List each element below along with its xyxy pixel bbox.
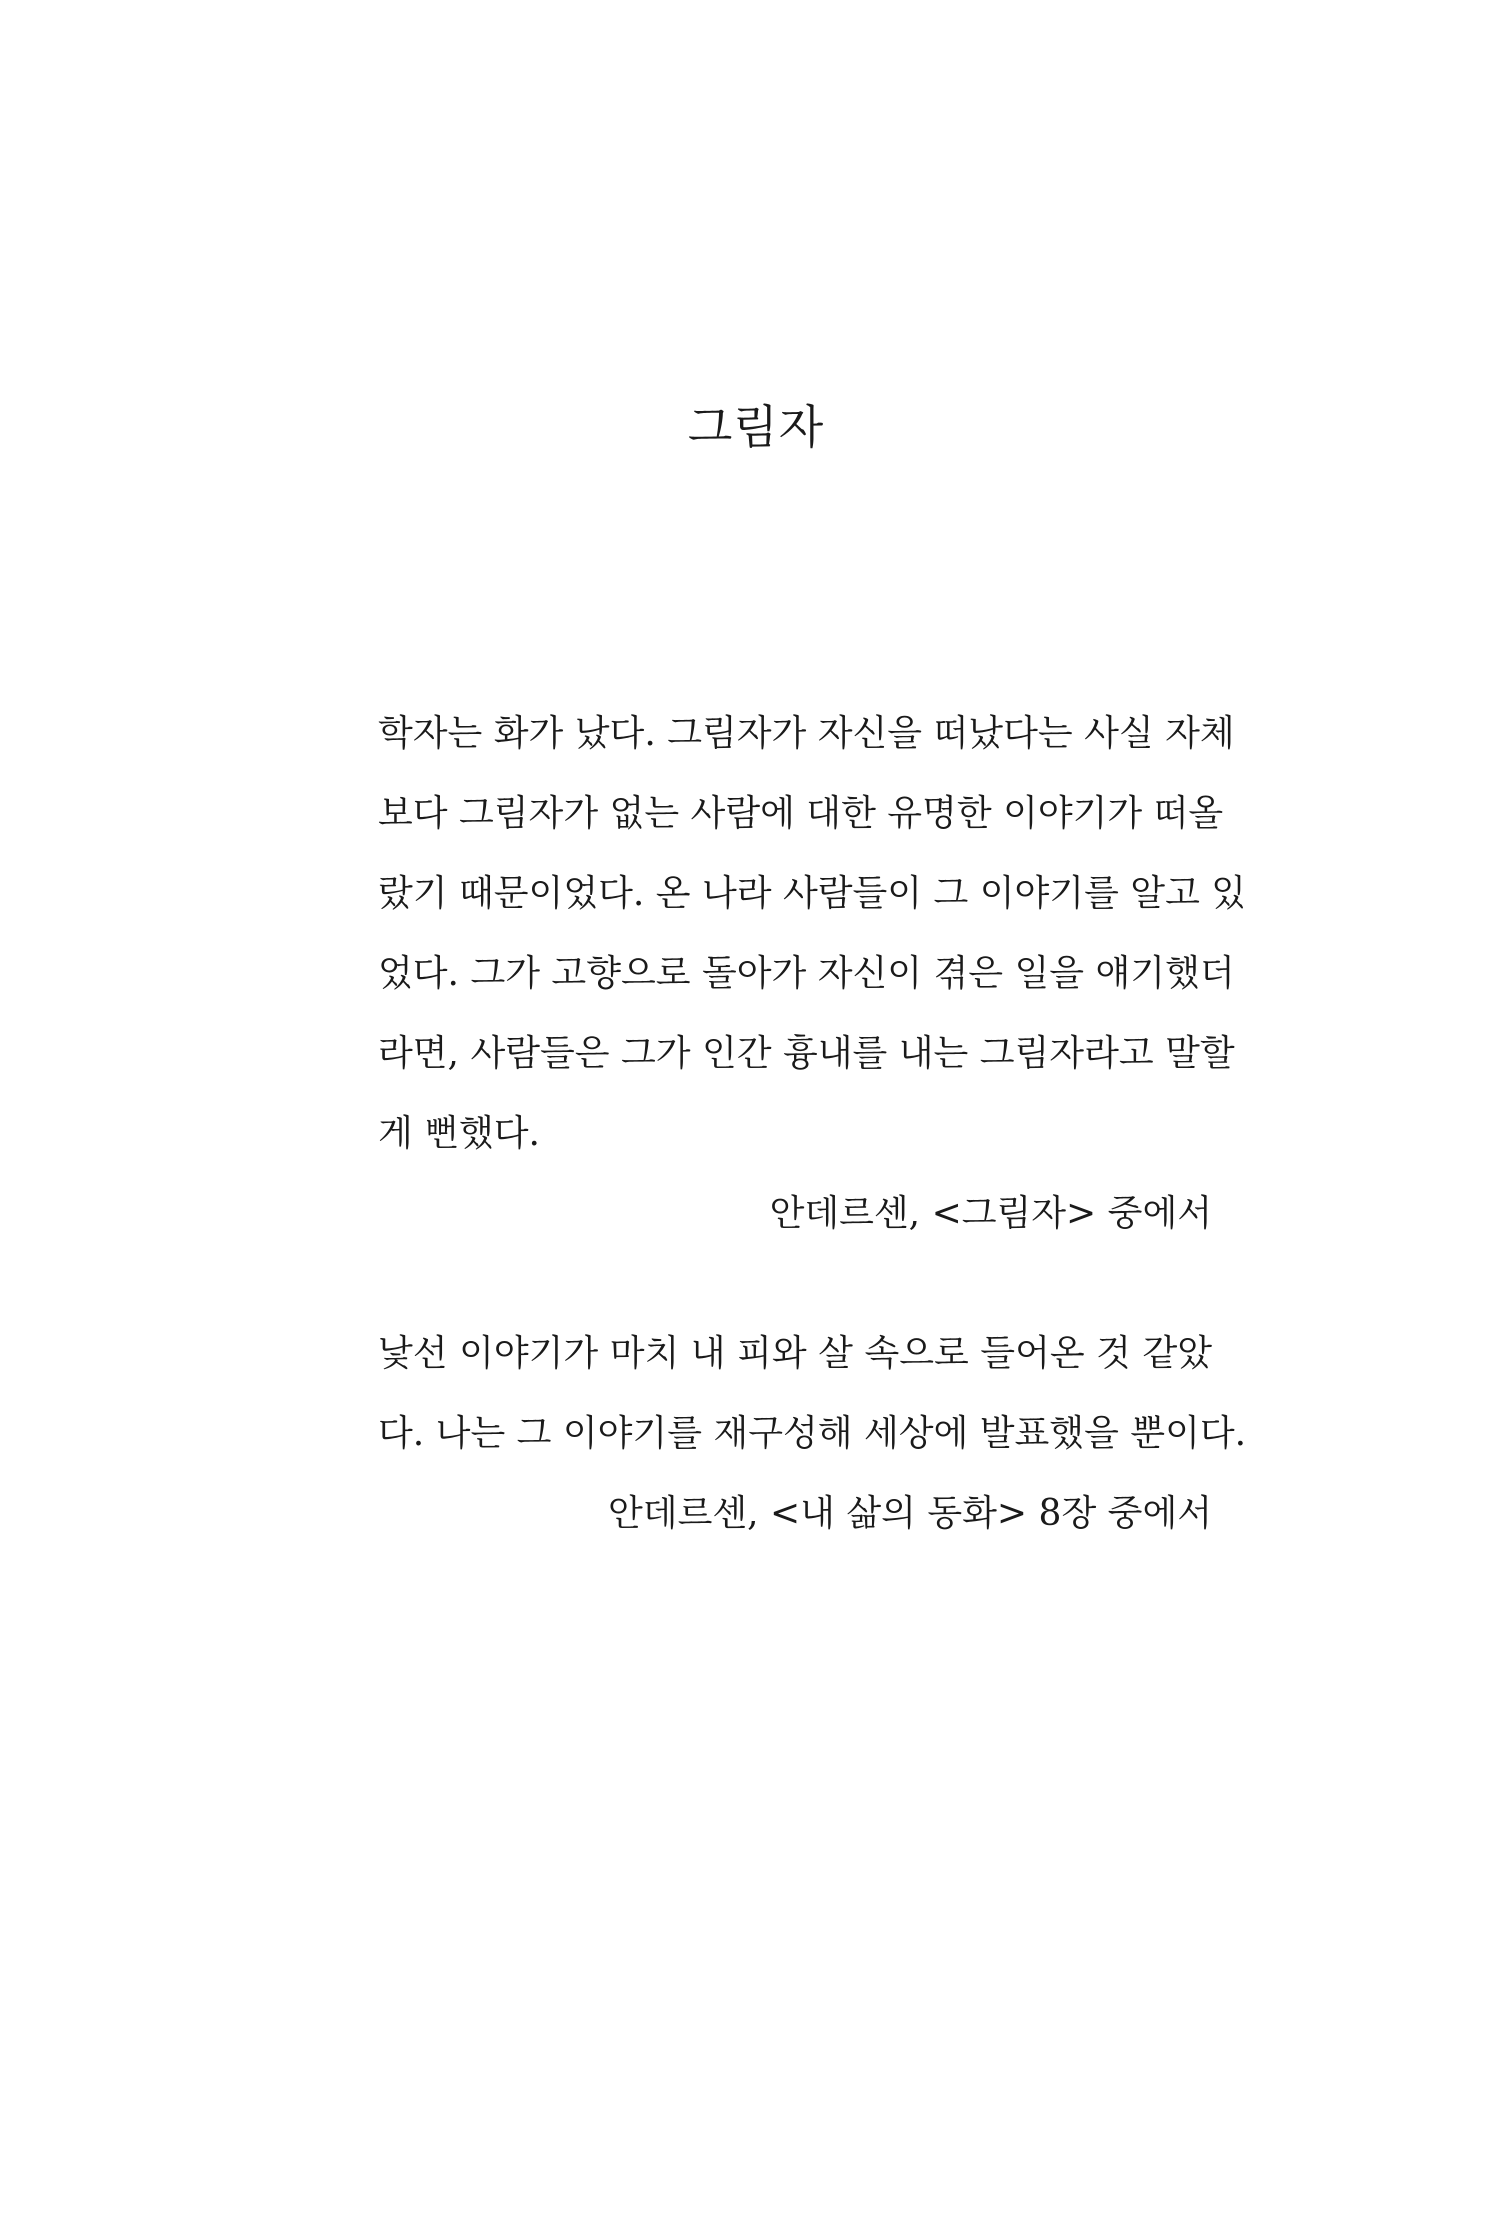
quote-line: 학자는 화가 났다. 그림자가 자신을 떠났다는 사실 자체 xyxy=(378,713,1235,754)
quote-line: 라면, 사람들은 그가 인간 흉내를 내는 그림자라고 말할 xyxy=(378,1033,1235,1074)
quote-line: 보다 그림자가 없는 사람에 대한 유명한 이야기가 떠올 xyxy=(378,793,1224,834)
quote-attribution: 안데르센, <내 삶의 동화> 8장 중에서 xyxy=(608,1493,1212,1534)
quote-attribution: 안데르센, <그림자> 중에서 xyxy=(769,1193,1212,1234)
quote-block-shadow xyxy=(378,694,1247,1254)
quote-block-fairy-tale xyxy=(378,1314,1247,1554)
page-title: 그림자 xyxy=(687,400,825,454)
quote-line: 랐기 때문이었다. 온 나라 사람들이 그 이야기를 알고 있 xyxy=(378,873,1247,914)
quote-line: 었다. 그가 고향으로 돌아가 자신이 겪은 일을 얘기했더 xyxy=(378,953,1235,994)
quote-line: 게 뻔했다. xyxy=(378,1113,540,1154)
quote-line: 낯선 이야기가 마치 내 피와 살 속으로 들어온 것 같았 xyxy=(378,1333,1212,1374)
quote-line: 다. 나는 그 이야기를 재구성해 세상에 발표했을 뿐이다. xyxy=(378,1413,1247,1454)
